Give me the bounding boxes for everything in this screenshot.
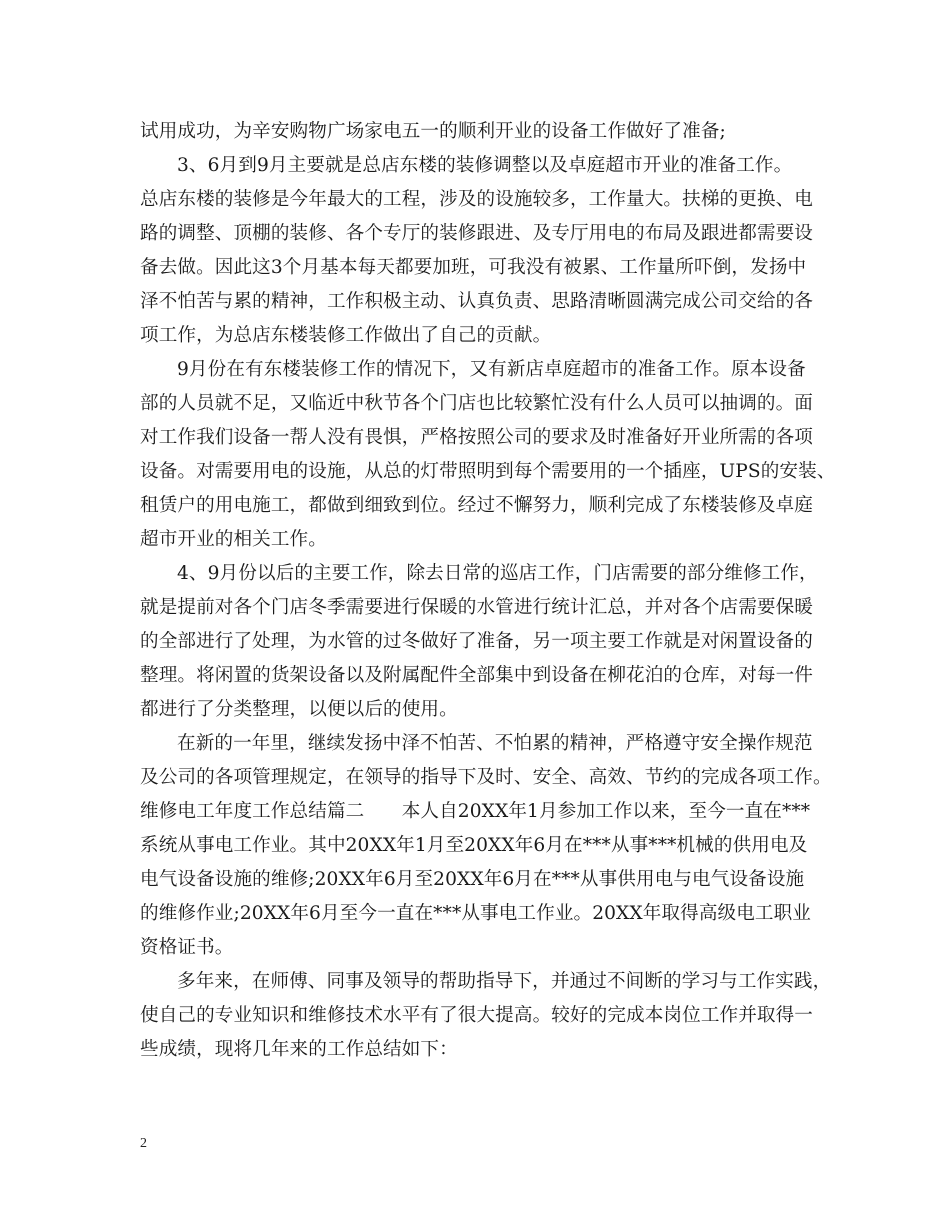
text-line: 路的调整、顶棚的装修、各个专厅的装修跟进、及专厅用电的布局及跟进都需要设 <box>140 223 813 244</box>
text-line: 使自己的专业知识和维修技术水平有了很大提高。较好的完成本岗位工作并取得一 <box>140 1005 813 1026</box>
text-line: 在新的一年里，继续发扬中泽不怕苦、不怕累的精神，严格遵守安全操作规范 <box>177 733 813 754</box>
text-line: 备去做。因此这3个月基本每天都要加班，可我没有被累、工作量所吓倒，发扬中 <box>140 257 807 278</box>
text-line: 3、6月到9月主要就是总店东楼的装修调整以及卓庭超市开业的准备工作。 <box>177 155 793 176</box>
text-line: 9月份在有东楼装修工作的情况下，又有新店卓庭超市的准备工作。原本设备 <box>177 359 806 380</box>
text-line: 资格证书。 <box>140 937 234 958</box>
page-number: 2 <box>140 1136 147 1151</box>
text-line: 试用成功，为辛安购物广场家电五一的顺利开业的设备工作做好了准备; <box>140 121 726 142</box>
text-line: 的全部进行了处理，为水管的过冬做好了准备，另一项主要工作就是对闲置设备的 <box>140 631 813 652</box>
text-line: 维修电工年度工作总结篇二 本人自20XX年1月参加工作以来，至今一直在*** <box>140 801 811 822</box>
text-line: 租赁户的用电施工，都做到细致到位。经过不懈努力，顺利完成了东楼装修及卓庭 <box>140 495 813 516</box>
text-line: 电气设备设施的维修;20XX年6月至20XX年6月在***从事供用电与电气设备设施 <box>140 869 805 890</box>
text-line: 多年来，在师傅、同事及领导的帮助指导下，并通过不间断的学习与工作实践， <box>177 971 832 992</box>
text-line: 项工作，为总店东楼装修工作做出了自己的贡献。 <box>140 325 552 346</box>
text-line: 的维修作业;20XX年6月至今一直在***从事电工作业。20XX年取得高级电工职业 <box>140 903 811 924</box>
text-line: 就是提前对各个门店冬季需要进行保暖的水管进行统计汇总，并对各个店需要保暖 <box>140 597 813 618</box>
text-line: 些成绩，现将几年来的工作总结如下： <box>140 1039 458 1060</box>
body-text <box>140 115 836 1067</box>
text-line: 泽不怕苦与累的精神，工作积极主动、认真负责、思路清晰圆满完成公司交给的各 <box>140 291 813 312</box>
text-line: 及公司的各项管理规定，在领导的指导下及时、安全、高效、节约的完成各项工作。 <box>140 767 832 788</box>
text-line: 都进行了分类整理，以便以后的使用。 <box>140 699 458 720</box>
text-line: 总店东楼的装修是今年最大的工程，涉及的设施较多，工作量大。扶梯的更换、电 <box>140 189 813 210</box>
text-line: 设备。对需要用电的设施，从总的灯带照明到每个需要用的一个插座，UPS的安装、 <box>140 461 836 482</box>
text-line: 对工作我们设备一帮人没有畏惧，严格按照公司的要求及时准备好开业所需的各项 <box>140 427 813 448</box>
text-line: 部的人员就不足，又临近中秋节各个门店也比较繁忙没有什么人员可以抽调的。面 <box>140 393 813 414</box>
text-line: 超市开业的相关工作。 <box>140 529 327 550</box>
text-line: 整理。将闲置的货架设备以及附属配件全部集中到设备在柳花泊的仓库，对每一件 <box>140 665 813 686</box>
text-line: 系统从事电工作业。其中20XX年1月至20XX年6月在***从事***机械的供用电及 <box>140 835 808 856</box>
text-line: 4、9月份以后的主要工作，除去日常的巡店工作，门店需要的部分维修工作， <box>177 563 818 584</box>
